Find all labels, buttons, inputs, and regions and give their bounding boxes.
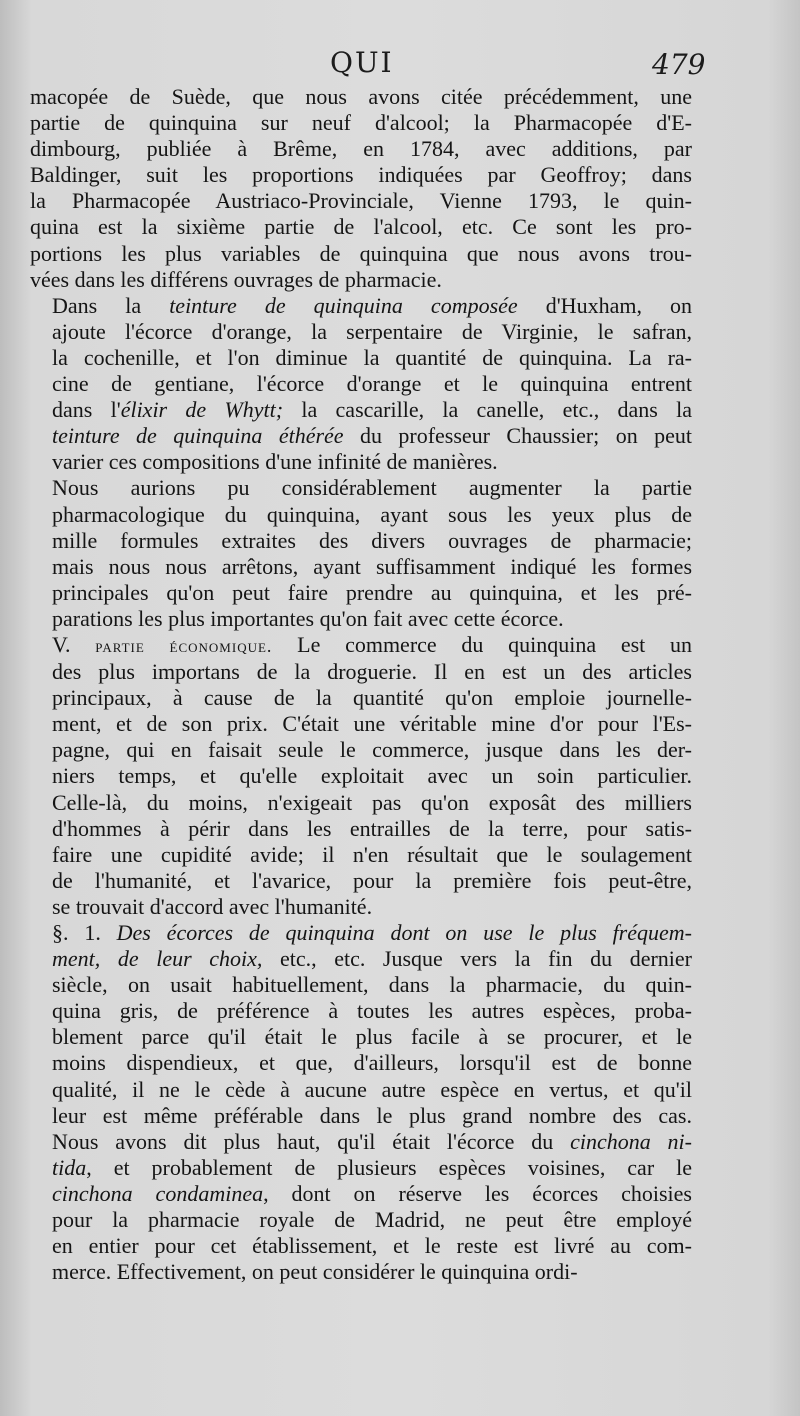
- page-header: [0, 44, 800, 84]
- text-line: dans l'élixir de Whytt; la cascarille, la canelle, etc., dans la: [52, 397, 692, 423]
- paragraph: [30, 475, 692, 632]
- text-line: portions les plus variables de quinquina que nous avons trou-: [30, 240, 692, 266]
- paragraph: [30, 84, 692, 293]
- text-line: Nous avons dit plus haut, qu'il était l'écorce du cinchona ni-: [52, 1128, 692, 1154]
- paragraph: [30, 632, 692, 920]
- text-line: varier ces compositions d'une infinité de manières.: [52, 449, 498, 475]
- text-line: Nous aurions pu considérablement augmenter la partie: [52, 475, 692, 501]
- text-line: cine de gentiane, l'écorce d'orange et le quinquina entrent: [52, 371, 692, 397]
- page-number: 479: [652, 48, 706, 81]
- running-title: QUI: [330, 46, 394, 79]
- text-line: pour la pharmacie royale de Madrid, ne peut être employé: [52, 1207, 692, 1233]
- text-line: principaux, à cause de la quantité qu'on emploie journelle-: [52, 685, 692, 711]
- text-line: ment, de leur choix, etc., etc. Jusque vers la fin du dernier: [52, 946, 693, 972]
- text-line: d'hommes à périr dans les entrailles de la terre, pour satis-: [52, 815, 692, 841]
- paragraph: [30, 293, 692, 476]
- text-line: blement parce qu'il était le plus facile à se procurer, et le: [52, 1024, 692, 1050]
- text-line: Baldinger, suit les proportions indiquées par Geoffroy; dans: [30, 162, 692, 188]
- text-line: des plus importans de la droguerie. Il en est un des articles: [52, 659, 692, 685]
- paragraph: [30, 920, 692, 1285]
- text-line: V. partie économique. Le commerce du quinquina est un: [52, 631, 692, 657]
- text-line: en entier pour cet établissement, et le reste est livré au com-: [52, 1233, 692, 1259]
- text-line: dimbourg, publiée à Brême, en 1784, avec additions, par: [30, 136, 692, 162]
- text-line: leur est même préférable dans le plus grand nombre des cas.: [52, 1102, 692, 1128]
- text-line: mille formules extraites des divers ouvrages de pharmacie;: [52, 527, 692, 553]
- text-line: quina est la sixième partie de l'alcool, etc. Ce sont les pro-: [30, 214, 692, 240]
- body-text: [30, 84, 692, 1285]
- text-line: macopée de Suède, que nous avons citée précédemment, une: [30, 84, 692, 109]
- text-line: faire une cupidité avide; il n'en résultait que le soulagement: [52, 841, 692, 867]
- text-line: cinchona condaminea, dont on réserve les écorces choisies: [52, 1180, 692, 1206]
- text-line: principales qu'on peut faire prendre au quinquina, et les pré-: [52, 579, 692, 605]
- text-line: de l'humanité, et l'avarice, pour la première fois peut-être,: [52, 867, 692, 893]
- text-line: ajoute l'écorce d'orange, la serpentaire de Virginie, le safran,: [52, 318, 692, 344]
- text-line: se trouvait d'accord avec l'humanité.: [52, 893, 373, 919]
- text-line: siècle, on usait habituellement, dans la pharmacie, du quin-: [52, 972, 692, 998]
- text-line: merce. Effectivement, on peut considérer le quinquina ordi-: [52, 1259, 578, 1285]
- text-line: niers temps, et qu'elle exploitait avec un soin particulier.: [52, 763, 692, 789]
- text-line: mais nous nous arrêtons, ayant suffisamment indiqué les formes: [52, 553, 692, 579]
- text-line: pagne, qui en faisait seule le commerce, jusque dans les der-: [52, 737, 692, 763]
- text-line: quina gris, de préférence à toutes les autres espèces, proba-: [52, 998, 692, 1024]
- text-line: moins dispendieux, et que, d'ailleurs, lorsqu'il est de bonne: [52, 1050, 692, 1076]
- text-line: parations les plus importantes qu'on fait avec cette écorce.: [52, 605, 564, 631]
- text-line: vées dans les différens ouvrages de pharmacie.: [30, 266, 442, 292]
- text-line: tida, et probablement de plusieurs espèces voisines, car le: [52, 1154, 692, 1180]
- text-line: §. 1. Des écorces de quinquina dont on use le plus fréquem-: [52, 920, 692, 945]
- text-line: ment, et de son prix. C'était une véritable mine d'or pour l'Es-: [52, 711, 692, 737]
- text-line: teinture de quinquina éthérée du professeur Chaussier; on peut: [52, 423, 692, 449]
- text-line: partie de quinquina sur neuf d'alcool; la Pharmacopée d'E-: [30, 110, 692, 136]
- text-line: la cochenille, et l'on diminue la quantité de quinquina. La ra-: [52, 344, 692, 370]
- text-line: la Pharmacopée Austriaco-Provinciale, Vienne 1793, le quin-: [30, 188, 692, 214]
- text-line: qualité, il ne le cède à aucune autre espèce en vertus, et qu'il: [52, 1076, 692, 1102]
- text-line: pharmacologique du quinquina, ayant sous les yeux plus de: [52, 501, 692, 527]
- text-line: Celle-là, du moins, n'exigeait pas qu'on exposât des milliers: [52, 789, 692, 815]
- text-line: Dans la teinture de quinquina composée d'Huxham, on: [52, 292, 692, 318]
